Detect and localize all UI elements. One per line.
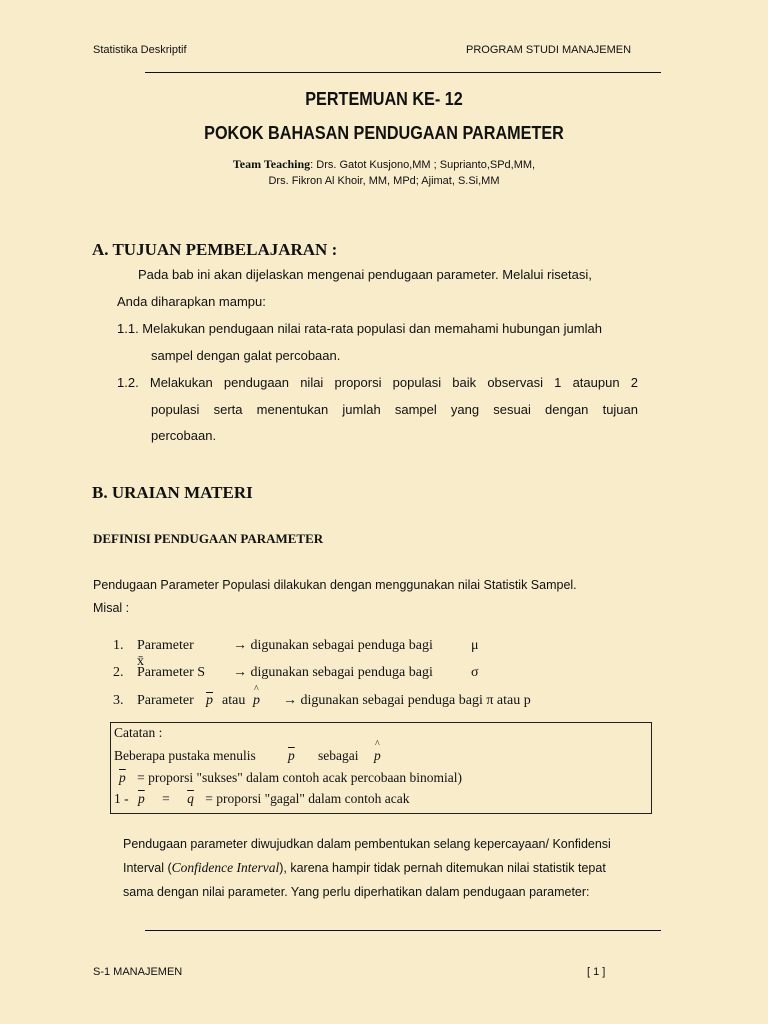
item-or: atau (222, 693, 246, 708)
para-italic: Confidence Interval (171, 860, 280, 875)
p-bar-symbol: $\overline{p}$ (119, 770, 126, 785)
section-a-intro-1: Pada bab ini akan dijelaskan mengenai pendugaan parameter. Melalui risetasi, (138, 267, 592, 282)
para-text: ), karena hampir tidak pernah ditemukan nilai statistik tepat (279, 861, 606, 875)
team-teaching-line1 (0, 157, 768, 172)
header-left: Statistika Deskriptif (93, 44, 187, 56)
header-right: PROGRAM STUDI MANAJEMEN (466, 44, 632, 56)
item-desc: → digunakan sebagai penduga bagi π atau p (283, 693, 531, 708)
item-number: 2. (113, 665, 124, 680)
objective-2-line-1: 1.2. Melakukan pendugaan nilai proporsi populasi baik observasi 1 ataupun 2 (117, 375, 638, 390)
note-line-2 (114, 770, 462, 786)
q-bar-symbol: $\overline{q}$ (187, 791, 194, 806)
note-text: sebagai (318, 748, 359, 763)
note-text: = proporsi "gagal" dalam contoh acak (205, 791, 410, 806)
note-text: = (162, 791, 170, 806)
objective-2-line-2: populasi serta menentukan jumlah sampel yang sesuai dengan tujuan (151, 402, 638, 417)
item-desc: → digunakan sebagai penduga bagi (233, 665, 433, 680)
item-param: Parameter S (137, 665, 206, 680)
header-rule (145, 72, 661, 73)
p-bar-symbol: $\overline{p}$ (138, 791, 145, 806)
p-hat-symbol: ^ p (374, 748, 381, 764)
page-subtitle: POKOK BAHASAN PENDUGAAN PARAMETER (204, 123, 564, 143)
footer-rule (145, 930, 661, 931)
item-param: Parameter (137, 693, 194, 708)
note-line-3 (114, 791, 409, 807)
team-members-2: Drs. Fikron Al Khoir, MM, MPd; Ajimat, S.Si,MM (268, 175, 500, 187)
page-title: PERTEMUAN KE- 12 (305, 89, 463, 109)
definition-subheading: DEFINISI PENDUGAAN PARAMETER (93, 531, 324, 546)
item-number: 1. (113, 638, 124, 653)
objective-2-line-3: percobaan. (151, 428, 217, 443)
section-b-heading: B. URAIAN MATERI (92, 483, 253, 502)
team-members-1: : Drs. Gatot Kusjono,MM ; Suprianto,SPd,MM, (310, 159, 536, 171)
estimator-item-3 (113, 693, 531, 709)
p-bar-symbol: $\overline{p}$ (288, 748, 295, 763)
note-text: 1 - (114, 791, 129, 806)
note-line-1 (114, 748, 381, 764)
definition-para-2: Misal : (93, 601, 130, 615)
item-symbol: σ (471, 665, 479, 680)
note-text: = proporsi "sukses" dalam contoh acak percobaan binomial) (137, 770, 463, 785)
item-number: 3. (113, 693, 124, 708)
team-teaching-label: Team Teaching (232, 157, 311, 171)
section-a-intro-2: Anda diharapkan mampu: (117, 294, 266, 309)
note-title: Catatan : (114, 725, 163, 740)
estimator-item-2 (113, 665, 479, 681)
p-hat-symbol: ^ p (253, 693, 260, 709)
note-box (110, 722, 652, 814)
item-param: Parameter x̄ (137, 638, 194, 669)
section-a-heading: A. TUJUAN PEMBELAJARAN : (92, 240, 338, 259)
para-text: Interval ( (123, 861, 172, 875)
para-2-line-2 (123, 859, 606, 877)
note-text: Beberapa pustaka menulis (114, 748, 256, 763)
item-symbol: μ (471, 638, 479, 653)
objective-1-line-2: sampel dengan galat percobaan. (151, 348, 341, 363)
item-desc: → digunakan sebagai penduga bagi (233, 638, 433, 653)
p-bar-symbol: $\overline{p}$ (206, 693, 213, 708)
estimator-item-1 (113, 638, 479, 669)
definition-para-1: Pendugaan Parameter Populasi dilakukan dengan menggunakan nilai Statistik Sampel. (93, 578, 577, 592)
objective-1-line-1: 1.1. Melakukan pendugaan nilai rata-rata populasi dan memahami hubungan jumlah (117, 321, 602, 336)
para-2-line-3: sama dengan nilai parameter. Yang perlu diperhatikan dalam pendugaan parameter: (123, 885, 590, 899)
page-number: [ 1 ] (587, 966, 606, 978)
footer-left: S-1 MANAJEMEN (93, 966, 183, 978)
para-2-line-1: Pendugaan parameter diwujudkan dalam pembentukan selang kepercayaan/ Konfidensi (123, 837, 611, 851)
